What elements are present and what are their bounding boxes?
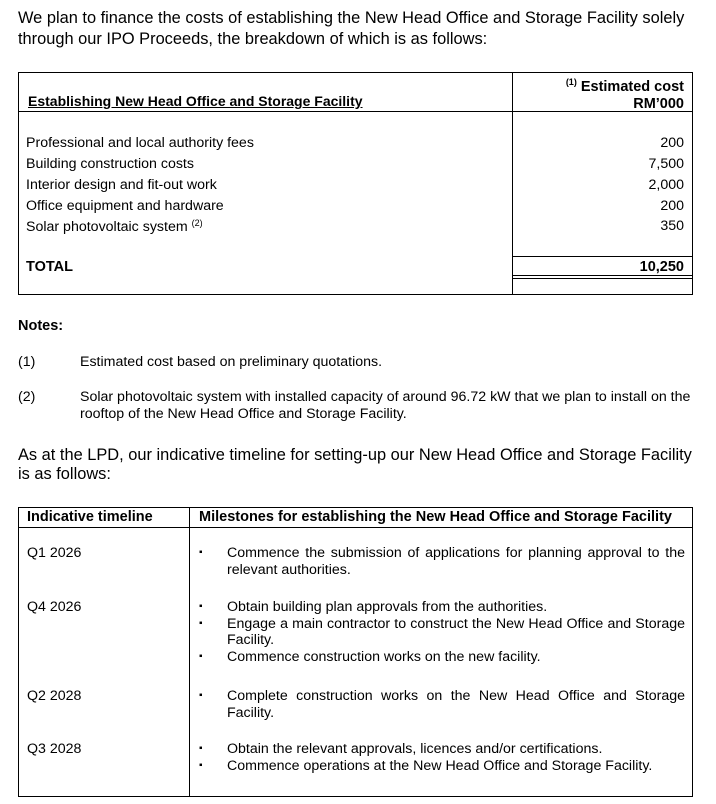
cost-row-label: Professional and local authority fees	[26, 135, 254, 151]
timeline-period: Q3 2028	[27, 741, 82, 757]
cost-column-unit: RM’000	[633, 96, 684, 112]
note-item	[18, 389, 708, 425]
total-rule-double-1	[513, 275, 692, 276]
timeline-header-divider	[19, 527, 692, 528]
note-number: (1)	[18, 354, 36, 370]
bullet-icon: ▪	[199, 759, 203, 771]
cost-row-footnote: (2)	[191, 218, 203, 228]
note-text: Estimated cost based on preliminary quotations.	[80, 354, 383, 370]
bullet-icon: ▪	[199, 547, 203, 558]
milestone-item: ▪ Commence operations at the New Head Office and Storage Facility.	[199, 757, 653, 774]
cost-row	[19, 177, 692, 197]
cost-row	[19, 135, 692, 155]
bullet-icon: ▪	[199, 743, 203, 754]
note-text: Solar photovoltaic system with installed capacity of around 96.72 kW that we plan to install on the rooftop of the New Head Office and Storage Facility.	[80, 389, 691, 422]
total-label: TOTAL	[26, 259, 73, 275]
timeline-col2-header: Milestones for establishing the New Head Office and Storage Facility	[199, 509, 672, 525]
cost-row	[19, 218, 692, 238]
bullet-icon: ▪	[199, 617, 203, 629]
cost-column-note: (1)	[565, 77, 577, 87]
timeline-period: Q2 2028	[27, 688, 82, 704]
note-number: (2)	[18, 389, 36, 405]
milestone-item: ▪ Engage a main contractor to construct the New Head Office and Storage Facility.	[199, 615, 685, 648]
total-rule-double-2	[513, 278, 692, 279]
cost-row-value: 200	[660, 135, 684, 151]
milestone-item: ▪ Commence construction works on the new facility.	[199, 648, 541, 665]
cost-table	[18, 72, 693, 295]
cost-row-label: Solar photovoltaic system $^{(2)}$	[26, 218, 203, 235]
intro-paragraph: We plan to finance the costs of establishing the New Head Office and Storage Facility solely through our IPO Proceeds, the breakdown of which is as follows:	[18, 9, 685, 48]
total-value: 10,250	[639, 259, 684, 275]
cost-row-label: Building construction costs	[26, 156, 194, 172]
timeline-period: Q1 2026	[27, 545, 82, 561]
cost-column-header	[566, 74, 684, 113]
total-rule-top	[513, 256, 692, 257]
cost-row-value: 7,500	[648, 156, 684, 172]
cost-row	[19, 198, 692, 218]
cost-row	[19, 156, 692, 176]
cost-table-title: Establishing New Head Office and Storage Facility	[28, 93, 363, 109]
bullet-icon: ▪	[199, 690, 203, 701]
bullet-icon: ▪	[199, 650, 203, 662]
milestone-item: ▪ Obtain the relevant approvals, licences and/or certifications.	[199, 741, 603, 757]
timeline-intro-paragraph: As at the LPD, our indicative timeline for setting-up our New Head Office and Storage Facility is as follows:	[18, 446, 692, 483]
cost-column-label: Estimated cost	[580, 79, 684, 95]
timeline-col1-header: Indicative timeline	[27, 509, 153, 525]
cost-row-label: Interior design and fit-out work	[26, 177, 217, 193]
timeline-column-divider	[189, 508, 190, 796]
timeline-table	[18, 507, 693, 797]
milestone-item: ▪ Complete construction works on the New Head Office and Storage Facility.	[199, 688, 685, 721]
note-item	[18, 354, 708, 374]
timeline-period: Q4 2026	[27, 599, 82, 615]
milestone-item: ▪ Obtain building plan approvals from the authorities.	[199, 599, 548, 615]
bullet-icon: ▪	[199, 601, 203, 612]
cost-row-value: 350	[660, 218, 684, 234]
cost-row-value: 200	[660, 198, 684, 214]
cost-row-value: 2,000	[648, 177, 684, 193]
milestone-item: ▪ Commence the submission of applications for planning approval to the relevant authorities.	[199, 545, 685, 578]
cost-row-label: Office equipment and hardware	[26, 198, 224, 214]
notes-heading: Notes:	[18, 318, 64, 334]
